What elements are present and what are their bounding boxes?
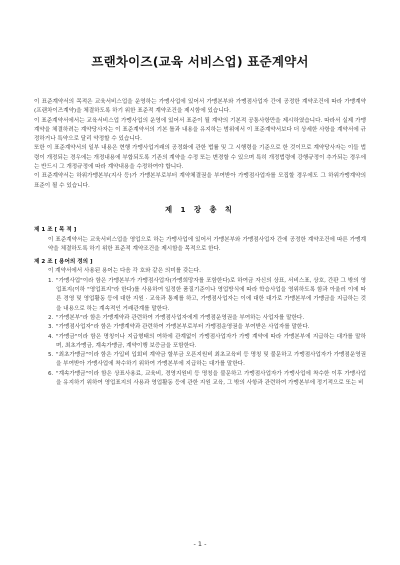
definition-item: [34, 314, 366, 323]
item-number: 3.: [48, 324, 54, 331]
intro-paragraph: 이 표준계약서에서는 교육서비스업 가맹사업의 운영에 있어서 표준이 될 계약의 기본적 공통사항만을 제시하였습니다. 따라서 실제 가맹계약을 체결하려는 계약당사자는 이 표준계약서의 기본 틀과 내용을 유지하는 범위에서 이 표준계약서보다 더 상세한 사항을 계약서에 규정하거나 특약으로 달리 약정할 수 있습니다.: [34, 117, 366, 143]
item-text: "가맹사업"이라 함은 가맹본부가 가맹점사업자(가맹희망자를 포함한다)로 하여금 자신의 상표, 서비스표, 상호, 간판 그 밖의 영업표지(이하 "영업표지"라 한다)를 사용하여 일정한 품질기준이나 영업방식에 따라 학습사업을 영위하도록 함과 아울러 이에 따른 경영 및 영업활동 등에 대한 지원 · 교육과 통제를 하고, 가맹점사업자는 이에 대한 대가로 가맹본부에 가맹금을 지급하는 것을 내용으로 하는 계속적인 거래관계를 말한다.: [56, 277, 366, 312]
definition-item: [34, 333, 366, 352]
definition-item: [34, 351, 366, 370]
item-text: "가맹금"이라 함은 명칭이나 지급형태의 여하에 관계없이 가맹점사업자가 가맹 계약에 따라 가맹본부에 지급하는 대가를 말하며, 최초가맹금, 계속가맹금, 계약이행 보증금을 포함한다.: [56, 333, 366, 349]
article-2-heading: 제 2 조 [ 용어의 정의 ]: [34, 259, 93, 266]
item-number: 4.: [48, 333, 54, 340]
intro-paragraph: 이 표준계약서의 목적은 교육서비스업을 운영하는 가맹사업에 있어서 가맹본부와 가맹점사업자 간에 공정한 계약조건에 따라 가맹계약 (프랜차이즈계약)을 체결하도록 하기 위한 표준적 계약조건을 제시함에 있습니다.: [34, 99, 366, 115]
document-title: 프랜차이즈(교육 서비스업) 표준계약서: [91, 54, 309, 69]
article-1-text: 이 표준계약서는 교육서비스업을 영업으로 하는 가맹사업에 있어서 가맹본부와 가맹점사업자 간에 공정한 계약조건에 따른 가맹계약을 체결하도록 하기 위한 표준적 계약조건을 제시함을 목적으로 한다.: [48, 236, 366, 252]
intro-paragraph: 또한 이 표준계약서의 일부 내용은 현행 가맹사업거래의 공정화에 관한 법률 및 그 시행령을 기준으로 한 것이므로 계약당사자는 이들 법령이 개정되는 경우에는 개정내용에 부합되도록 기존의 계약을 수정 또는 변경할 수 있으며 특히 개정법령에 강행규정이 추가되는 경우에는 반드시 그 개정규정에 따라 계약내용을 수정하여야 합니다.: [34, 145, 366, 171]
item-text: "계속가맹금"이라 함은 상표사용료, 교육비, 경영지원비 등 명칭을 불문하고 가맹점사업자가 가맹사업에 착수한 이후 가맹사업을 유지하기 위하여 영업표지의 사용과 영업활동 등에 관한 지원 교육, 그 밖의 사항과 관련하여 가맹본부에 정기적으로 또는 비: [56, 370, 366, 387]
intro-paragraph: 이 표준계약서는 하위가맹본부(지사 등)가 가맹본부로부터 계약체결권을 부여받아 가맹점사업자를 모집할 경우에도 그 하위가맹계약의 표준이 될 수 있습니다.: [34, 173, 366, 189]
item-number: 5.: [48, 352, 54, 359]
item-text: "최초가맹금"이라 함은 가입비 입회비 계약금 할부금 오픈지원비 최초교육비 등 명칭 및 불문하고 가맹점사업자가 가맹점운영권을 부여받아 가맹사업에 착수하기 위하여 가맹본부에 지급하는 대가를 말한다.: [56, 352, 366, 368]
article-2-lead: 이 계약서에서 사용된 용어는 다음 각 호와 같은 의미를 갖는다.: [48, 268, 201, 275]
page-number: - 1 -: [193, 540, 207, 548]
article-1-heading: 제 1 조 [ 목 적 ]: [34, 227, 77, 234]
definition-item: [34, 370, 366, 389]
definition-item: [34, 277, 366, 314]
item-number: 6.: [48, 370, 54, 377]
item-number: 2.: [48, 314, 54, 321]
document-body: [34, 98, 366, 388]
definition-item: [34, 323, 366, 332]
item-number: 1.: [48, 277, 54, 284]
item-text: "가맹본부"라 함은 가맹계약과 관련하여 가맹점사업자에게 가맹점운영권을 부여하는 사업자를 말한다.: [56, 314, 305, 321]
chapter-heading: 제 1 장 총 칙: [165, 204, 235, 214]
item-text: "가맹점사업자"라 함은 가맹계약과 관련하여 가맹본부로부터 가맹점운영권을 부여받은 사업자를 말한다.: [56, 324, 310, 331]
